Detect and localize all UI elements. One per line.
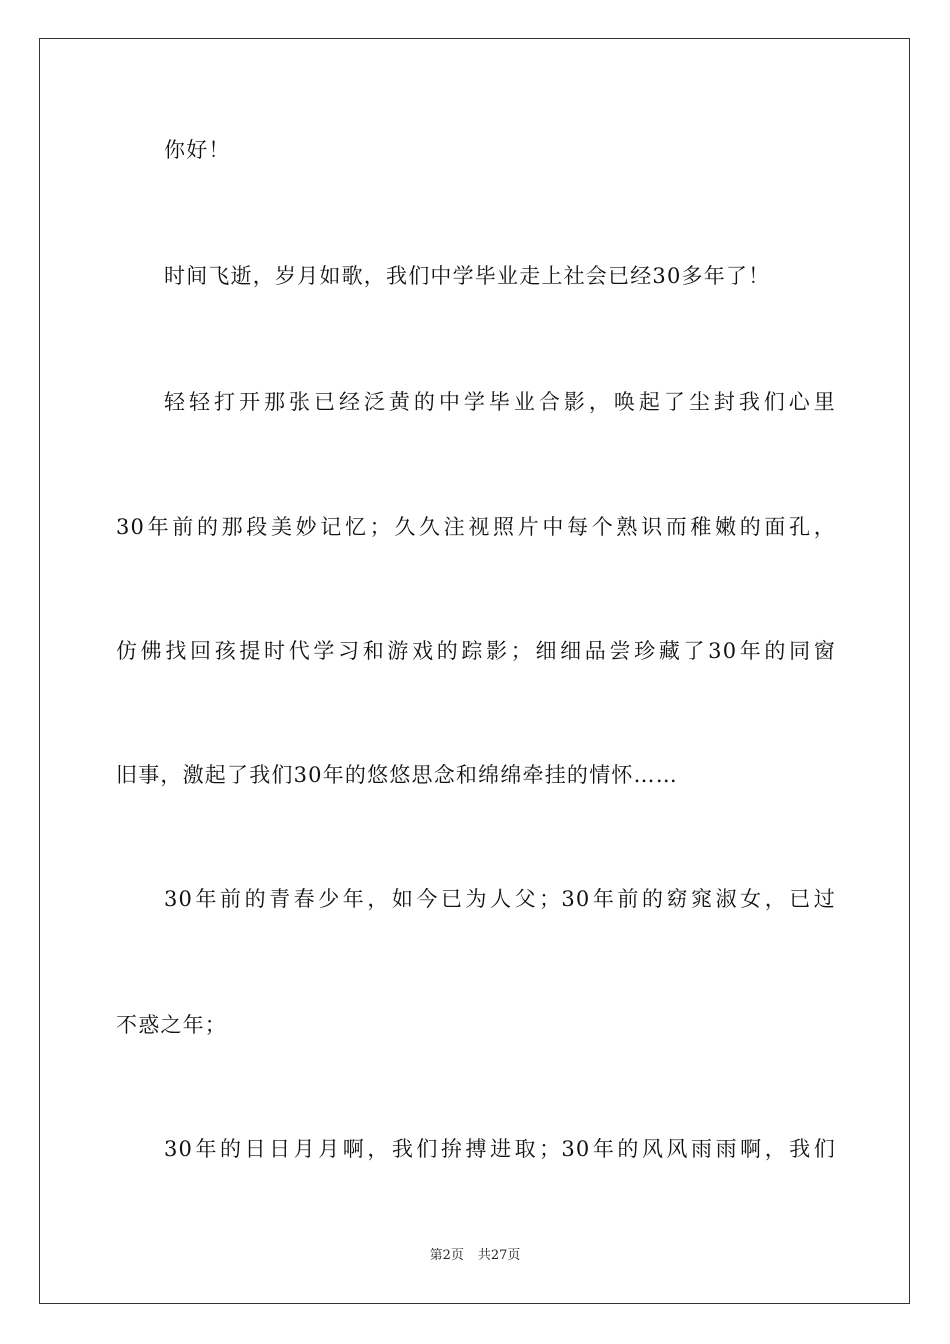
paragraph-2-line-3: 仿佛找回孩提时代学习和游戏的踪影；细细品尝珍藏了30年的同窗	[116, 639, 836, 663]
page-number: 第2页	[429, 1248, 464, 1263]
page-footer	[0, 1247, 950, 1265]
total-pages: 共27页	[477, 1248, 521, 1263]
paragraph-2-line-2: 30年前的那段美妙记忆；久久注视照片中每个熟识而稚嫩的面孔，	[116, 515, 836, 539]
paragraph-1-line-1: 时间飞逝，岁月如歌，我们中学毕业走上社会已经30多年了！	[164, 264, 771, 288]
paragraph-2-line-1: 轻轻打开那张已经泛黄的中学毕业合影，唤起了尘封我们心里	[164, 390, 836, 414]
paragraph-2-line-4: 旧事，激起了我们30年的悠悠思念和绵绵牵挂的情怀……	[116, 763, 678, 787]
paragraph-3-line-1: 30年前的青春少年，如今已为人父；30年前的窈窕淑女，已过	[164, 887, 836, 911]
page-border	[39, 38, 910, 1304]
greeting-line: 你好！	[164, 138, 231, 162]
paragraph-4-line-1: 30年的日日月月啊，我们拚搏进取；30年的风风雨雨啊，我们	[164, 1137, 836, 1161]
paragraph-3-line-2: 不惑之年；	[116, 1013, 227, 1037]
